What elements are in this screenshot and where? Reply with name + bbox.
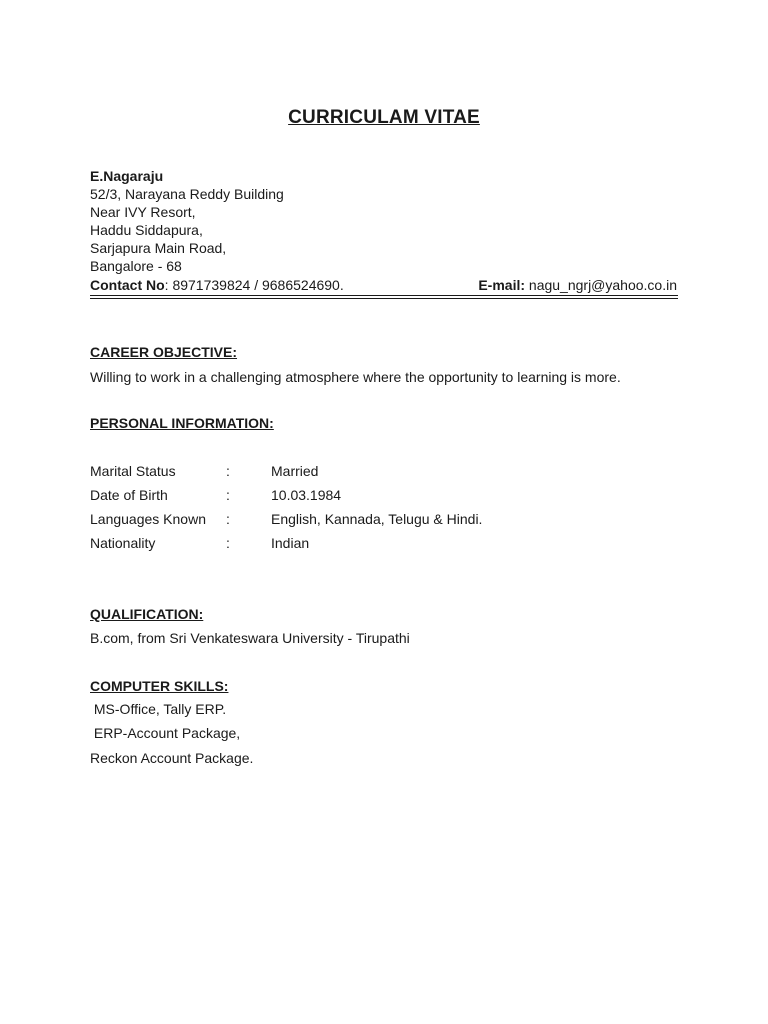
personal-information-heading: PERSONAL INFORMATION: [90, 415, 274, 431]
skill-item-ms-office: MS-Office, Tally ERP. [90, 701, 227, 717]
contact-number-row [90, 276, 344, 294]
career-objective-text: Willing to work in a challenging atmosphere where the opportunity to learning is more. [90, 369, 621, 385]
address-line-1: 52/3, Narayana Reddy Building [90, 186, 284, 202]
contact-number-value: : 8971739824 / 9686524690. [164, 277, 344, 293]
info-value: Married [271, 463, 319, 479]
address-line-3: Haddu Siddapura, [90, 222, 203, 238]
info-value: Indian [271, 535, 310, 551]
address-line-4: Sarjapura Main Road, [90, 240, 227, 256]
info-label: Languages Known [90, 511, 206, 527]
skill-item-reckon: Reckon Account Package. [90, 750, 254, 766]
info-label: Marital Status [90, 463, 176, 479]
address-line-2: Near IVY Resort, [90, 204, 196, 220]
candidate-name: E.Nagaraju [90, 168, 164, 184]
email-value: nagu_ngrj@yahoo.co.in [525, 277, 677, 293]
skill-item-erp: ERP-Account Package, [90, 725, 241, 741]
career-objective-heading: CAREER OBJECTIVE: [90, 344, 238, 360]
computer-skills-heading: COMPUTER SKILLS: [90, 678, 229, 694]
info-value: 10.03.1984 [271, 487, 342, 503]
header-divider-bottom [90, 298, 678, 299]
info-value: English, Kannada, Telugu & Hindi. [271, 511, 483, 527]
info-label: Date of Birth [90, 487, 168, 503]
info-colon: : [226, 487, 230, 503]
contact-number-label: Contact No [90, 277, 165, 293]
info-colon: : [226, 535, 230, 551]
email-row [478, 276, 677, 294]
info-colon: : [226, 511, 230, 527]
qualification-heading: QUALIFICATION: [90, 606, 204, 622]
address-line-5: Bangalore - 68 [90, 258, 182, 274]
info-colon: : [226, 463, 230, 479]
qualification-text: B.com, from Sri Venkateswara University - Tirupathi [90, 630, 410, 646]
email-label: E-mail: [478, 277, 526, 293]
document-title: CURRICULAM VITAE [288, 107, 480, 128]
header-divider-top [90, 295, 678, 296]
info-label: Nationality [90, 535, 156, 551]
